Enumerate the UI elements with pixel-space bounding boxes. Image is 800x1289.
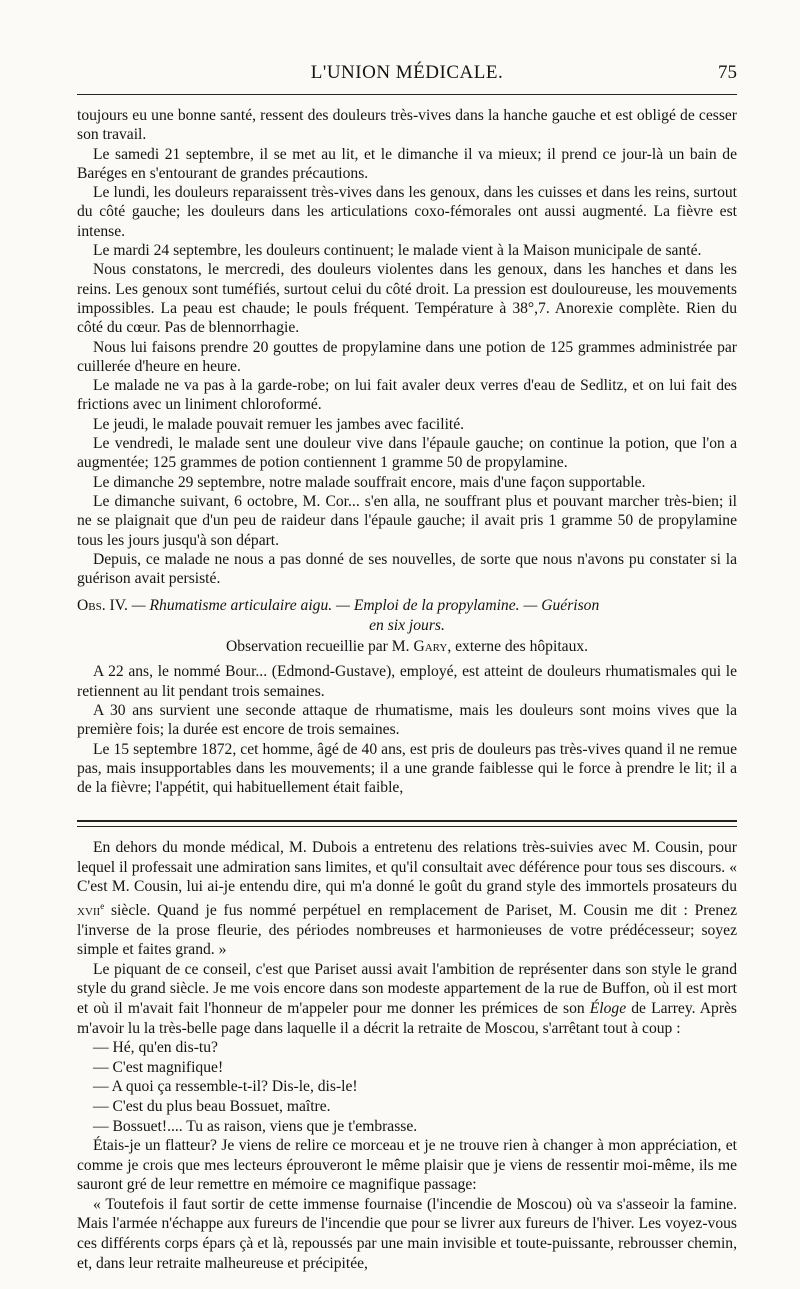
paragraph: Le dimanche 29 septembre, notre malade souffrait encore, mais d'une façon supportable. [93, 473, 646, 491]
paragraph: Le mardi 24 septembre, les douleurs continuent; le malade vient à la Maison municipale de santé. [93, 242, 702, 260]
credit-name: Gary [413, 638, 448, 656]
paragraph: Depuis, ce malade ne nous a pas donné de ses nouvelles, de sorte que nous n'avons pu constater si la guérison avait persisté. [77, 550, 737, 588]
header-rule [77, 94, 737, 95]
paragraph: Nous constatons, le mercredi, des douleurs violentes dans les genoux, dans les hanches et dans les reins. Les genoux sont tuméfiés, surtout celui du côté droit. La pression est douloureuse, les mouvements impossibles. La peau est chaude; le pouls fréquent. Température à 38°,7. Anorexie complète. Rien du côté du cœur. Pas de blennorrhagie. [77, 261, 737, 337]
credit-suffix: , externe des hôpitaux. [447, 638, 589, 656]
page-header [77, 62, 737, 92]
paragraph: « Toutefois il faut sortir de cette immense fournaise (l'incendie de Moscou) où va s'asseoir la famine. Mais l'armée n'échappe aux fureurs de l'incendie que pour se livrer aux fureurs de l'hiver. Les voyez-vous ces différents corps épars çà et là, repoussés par une main invisible et toute-puissante, rebrousser chemin, et, dans leur retraite malheureuse et précipitée, [77, 1195, 737, 1272]
paragraph [77, 960, 737, 1038]
feuilleton-text [77, 838, 737, 1273]
paragraph: A 30 ans survient une seconde attaque de rhumatisme, mais les douleurs sont moins vives que la première fois; la durée est encore de trois semaines. [77, 701, 737, 739]
dialog-line: — Bossuet!.... Tu as raison, viens que je t'embrasse. [93, 1117, 418, 1135]
text-span: de Larrey. Après m'avoir lu la très-belle page dans laquelle il a décrit la retraite de Moscou, s'arrêtant tout à coup : [77, 999, 737, 1037]
text-span: siècle. Quand je fus nommé perpétuel en remplacement de Pariset, M. Cousin me dit : Prenez l'inverse de la prose fleurie, des périodes nombreuses et harmonieuses de votre prédécesseur; soyez simple et faites grand. » [77, 901, 737, 959]
observation-label: Obs. IV. [77, 597, 128, 615]
paragraph: Le malade ne va pas à la garde-robe; on lui fait avaler deux verres d'eau de Sedlitz, et on lui fait des frictions avec un liniment chloroformé. [77, 377, 737, 414]
dialog-line: — C'est du plus beau Bossuet, maître. [93, 1097, 331, 1115]
superscript: e [100, 900, 105, 911]
paragraph: A 22 ans, le nommé Bour... (Edmond-Gustave), employé, est atteint de douleurs rhumatismales qui le retiennent au lit pendant trois semaines. [77, 663, 737, 700]
credit-prefix: Observation recueillie par M. [225, 638, 410, 656]
text-span: En dehors du monde médical, M. Dubois a entretenu des relations très-suivies avec M. Cousin, pour lequel il professait une admiration sans limites, et qu'il consultait avec déférence pour tous ses discours. « C'est M. Cousin, lui ai-je entendu dire, qui m'a donné le goût du grand style des immortels prosateurs du [77, 839, 737, 896]
observation-credit [77, 637, 737, 656]
paragraph: Le vendredi, le malade sent une douleur vive dans l'épaule gauche; on continue la potion, que l'on a augmentée; 125 grammes de potion contiennent 1 gramme 50 de propylamine. [77, 435, 737, 472]
paragraph: Étais-je un flatteur? Je viens de relire ce morceau et je ne trouve rien à changer à mon appréciation, et comme je crois que mes lecteurs éprouveront le même plaisir que je viens de ressentir moi-même, ils me sauront gré de leur remettre en mémoire ce magnifique passage: [77, 1137, 737, 1194]
observation-title [77, 596, 737, 635]
paragraph: Le samedi 21 septembre, il se met au lit, et le dimanche il va mieux; il prend ce jour-là un bain de Baréges en s'entourant de grandes précautions. [77, 145, 737, 182]
paragraph: Le lundi, les douleurs reparaissent très-vives dans les genoux, dans les cuisses et dans les reins, surtout du côté gauche; les douleurs dans les articulations coxo-fémorales ont aussi augmenté. La fièvre est intense. [77, 184, 737, 240]
dialog-line: — C'est magnifique! [93, 1058, 224, 1076]
page-number: 75 [718, 62, 737, 83]
running-title: L'UNION MÉDICALE. [310, 62, 504, 83]
century-numeral: xvii [77, 901, 101, 919]
dialog-line: — A quoi ça ressemble-t-il? Dis-le, dis-le! [93, 1078, 358, 1096]
observation-title-line1: — Rhumatisme articulaire aigu. — Emploi de la propylamine. — Guérison [131, 597, 600, 615]
italic-title: Éloge [589, 999, 627, 1017]
text-span: Le piquant de ce conseil, c'est que Pariset aussi avait l'ambition de représenter dans son style le grand style du grand siècle. Je me vois encore dans son modeste appartement de la rue de Buffon, où il est mort et où il m'avait fait l'honneur de m'appeler pour me donner les prémices de son [77, 960, 737, 1017]
paragraph [77, 838, 737, 960]
observation-title-line2: en six jours. [369, 616, 445, 634]
main-text [77, 106, 737, 797]
paragraph: Le dimanche suivant, 6 octobre, M. Cor... s'en alla, ne souffrant plus et pouvant marcher très-bien; il ne se plaignait que d'un peu de raideur dans l'épaule gauche; il avait pris 1 gramme 50 de propylamine tous les jours jusqu'à son départ. [77, 492, 737, 549]
feuilleton-separator [77, 820, 737, 827]
paragraph: Le jeudi, le malade pouvait remuer les jambes avec facilité. [93, 415, 465, 433]
paragraph: Nous lui faisons prendre 20 gouttes de propylamine dans une potion de 125 grammes administrée par cuillerée d'heure en heure. [77, 338, 737, 375]
paragraph: Le 15 septembre 1872, cet homme, âgé de 40 ans, est pris de douleurs pas très-vives quand il ne remue pas, mais insupportables dans les mouvements; il a une grande faiblesse qui le force à prendre le lit; il a de la fièvre; l'appétit, qui habituellement était faible, [77, 740, 737, 797]
paragraph: toujours eu une bonne santé, ressent des douleurs très-vives dans la hanche gauche et est obligé de cesser son travail. [77, 107, 737, 144]
dialog-line: — Hé, qu'en dis-tu? [93, 1039, 218, 1057]
